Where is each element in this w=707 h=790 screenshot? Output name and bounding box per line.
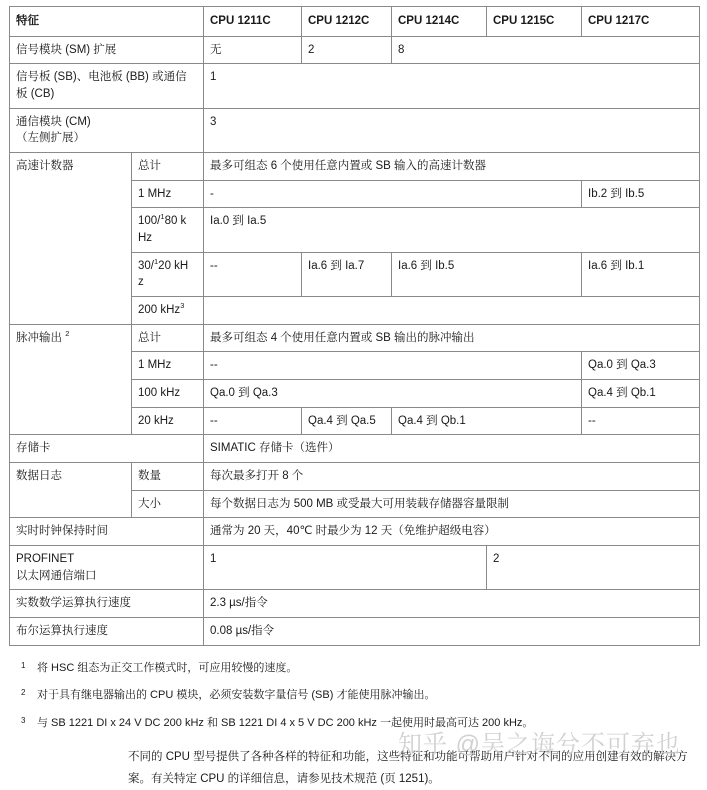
footnote-item (9, 687, 699, 704)
hsc-200khz-footnote-mark: 3 (180, 301, 185, 311)
cell-hsc-30khz-1212c: Ia.6 到 Ia.7 (302, 252, 392, 296)
subrow-label-hsc-1mhz: 1 MHz (132, 180, 204, 208)
row-label-data-log: 数据日志 (10, 463, 132, 518)
subrow-label-hsc-30khz (132, 252, 204, 296)
cell-real-math-speed-value: 2.3 µs/指令 (204, 590, 700, 618)
cell-hsc-30khz-1214c-1215c: Ia.6 到 Ib.5 (392, 252, 582, 296)
table-row-hsc-total (10, 153, 700, 181)
table-row-sm-expansion (10, 36, 700, 64)
hsc-30khz-part-b: 20 kH z (138, 259, 189, 289)
table-row-pulse-total (10, 324, 700, 352)
cell-pulse-20khz-1217c: -- (582, 407, 700, 435)
cell-profinet-ports-left: 1 (204, 546, 487, 590)
subrow-label-hsc-100khz (132, 208, 204, 252)
document-page (0, 6, 707, 785)
cell-data-log-size-value: 每个数据日志为 500 MB 或受最大可用装载存储器容量限制 (204, 490, 700, 518)
cell-cm-value: 3 (204, 108, 700, 152)
footnote-text: 与 SB 1221 DI x 24 V DC 200 kHz 和 SB 1221 DI 4 x 5 V DC 200 kHz 一起使用时最高可达 200 kHz。 (37, 716, 534, 729)
row-label-profinet (10, 546, 204, 590)
subrow-label-pulse-100khz: 100 kHz (132, 380, 204, 408)
table-row-real-math-speed (10, 590, 700, 618)
header-feature: 特征 (10, 7, 204, 37)
cell-pulse-100khz-left: Qa.0 到 Qa.3 (204, 380, 582, 408)
footnote-marker: 3 (21, 715, 26, 725)
table-row-sb-bb-cb (10, 64, 700, 108)
row-label-hsc: 高速计数器 (10, 153, 132, 325)
cell-sb-bb-cb-value: 1 (204, 64, 700, 108)
subrow-label-hsc-total: 总计 (132, 153, 204, 181)
cell-hsc-100khz-value: Ia.0 到 Ia.5 (204, 208, 700, 252)
table-row-rtc-retention (10, 518, 700, 546)
hsc-100khz-part-a: 100/ (138, 215, 161, 228)
cpu-comparison-table (9, 6, 700, 646)
row-label-bool-exec-speed: 布尔运算执行速度 (10, 618, 204, 646)
row-label-cm (10, 108, 204, 152)
header-cpu-1215c: CPU 1215C (487, 7, 582, 37)
hsc-100khz-part-b: 80 k Hz (138, 215, 187, 245)
subrow-label-data-log-size: 大小 (132, 490, 204, 518)
hsc-100khz-footnote-mark: 1 (160, 212, 165, 222)
hsc-30khz-footnote-mark: 1 (154, 256, 159, 266)
row-label-sm-expansion: 信号模块 (SM) 扩展 (10, 36, 204, 64)
footnotes-list (9, 660, 699, 732)
cell-pulse-1mhz-left: -- (204, 352, 582, 380)
subrow-label-data-log-count: 数量 (132, 463, 204, 491)
subrow-label-pulse-20khz: 20 kHz (132, 407, 204, 435)
cell-memory-card-value: SIMATIC 存储卡（选件） (204, 435, 700, 463)
footnote-text: 将 HSC 组态为正交工作模式时，可应用较慢的速度。 (37, 661, 298, 674)
cell-pulse-20khz-1211c: -- (204, 407, 302, 435)
footnote-marker: 2 (21, 688, 26, 698)
row-label-cm-line1: 通信模块 (CM) (16, 115, 91, 128)
cell-rtc-retention-value: 通常为 20 天，40℃ 时最少为 12 天（免维护超级电容） (204, 518, 700, 546)
hsc-200khz-label: 200 kHz (138, 304, 181, 317)
watermark-text: 知乎 @吴之诲兮不可弃也 (398, 731, 682, 758)
row-label-profinet-line1: PROFINET (16, 553, 75, 566)
row-label-rtc-retention: 实时时钟保持时间 (10, 518, 204, 546)
cell-sm-1212c: 2 (302, 36, 392, 64)
cell-bool-exec-speed-value: 0.08 µs/指令 (204, 618, 700, 646)
cell-pulse-1mhz-1217c: Qa.0 到 Qa.3 (582, 352, 700, 380)
row-label-cm-line2: （左侧扩展） (16, 132, 85, 145)
cell-data-log-count-value: 每次最多打开 8 个 (204, 463, 700, 491)
table-row-cm (10, 108, 700, 152)
cell-sm-1211c: 无 (204, 36, 302, 64)
cell-pulse-100khz-1217c: Qa.4 到 Qb.1 (582, 380, 700, 408)
header-cpu-1214c: CPU 1214C (392, 7, 487, 37)
cell-hsc-1mhz-left: - (204, 180, 582, 208)
cell-pulse-20khz-1212c: Qa.4 到 Qa.5 (302, 407, 392, 435)
footnote-text: 对于具有继电器输出的 CPU 模块，必须安装数字量信号 (SB) 才能使用脉冲输出。 (37, 689, 436, 702)
hsc-30khz-part-a: 30/ (138, 259, 154, 272)
cell-pulse-20khz-1214c-1215c: Qa.4 到 Qb.1 (392, 407, 582, 435)
header-cpu-1212c: CPU 1212C (302, 7, 392, 37)
pulse-output-label: 脉冲输出 (16, 331, 62, 344)
subrow-label-pulse-1mhz: 1 MHz (132, 352, 204, 380)
cell-profinet-ports-right: 2 (487, 546, 700, 590)
cell-hsc-30khz-1217c: Ia.6 到 Ib.1 (582, 252, 700, 296)
table-row-bool-exec-speed (10, 618, 700, 646)
cell-hsc-1mhz-1217c: Ib.2 到 Ib.5 (582, 180, 700, 208)
header-cpu-1211c: CPU 1211C (204, 7, 302, 37)
row-label-memory-card: 存储卡 (10, 435, 204, 463)
row-label-sb-bb-cb: 信号板 (SB)、电池板 (BB) 或通信板 (CB) (10, 64, 204, 108)
cell-pulse-total-value: 最多可组态 4 个使用任意内置或 SB 输出的脉冲输出 (204, 324, 700, 352)
cell-hsc-30khz-1211c: -- (204, 252, 302, 296)
footnote-item (9, 715, 699, 732)
cell-hsc-200khz-value (204, 297, 700, 325)
table-row-data-log-count (10, 463, 700, 491)
table-row-profinet (10, 546, 700, 590)
footnote-marker: 1 (21, 660, 26, 670)
row-label-profinet-line2: 以太网通信端口 (16, 569, 97, 582)
row-label-real-math-speed: 实数数学运算执行速度 (10, 590, 204, 618)
row-label-pulse-output (10, 324, 132, 435)
subrow-label-hsc-200khz (132, 297, 204, 325)
cell-sm-1214c-1217c: 8 (392, 36, 700, 64)
subrow-label-pulse-total: 总计 (132, 324, 204, 352)
cell-hsc-total-value: 最多可组态 6 个使用任意内置或 SB 输入的高速计数器 (204, 153, 700, 181)
closing-paragraph: 不同的 CPU 型号提供了各种各样的特征和功能，这些特征和功能可帮助用户针对不同的应用创建有效的解决方案。有关特定 CPU 的详细信息，请参见技术规范 (页 1251)。 (128, 751, 688, 785)
footnote-item (9, 660, 699, 677)
pulse-output-footnote-mark: 2 (65, 328, 70, 338)
table-row-memory-card (10, 435, 700, 463)
table-header-row (10, 7, 700, 37)
header-cpu-1217c: CPU 1217C (582, 7, 700, 37)
